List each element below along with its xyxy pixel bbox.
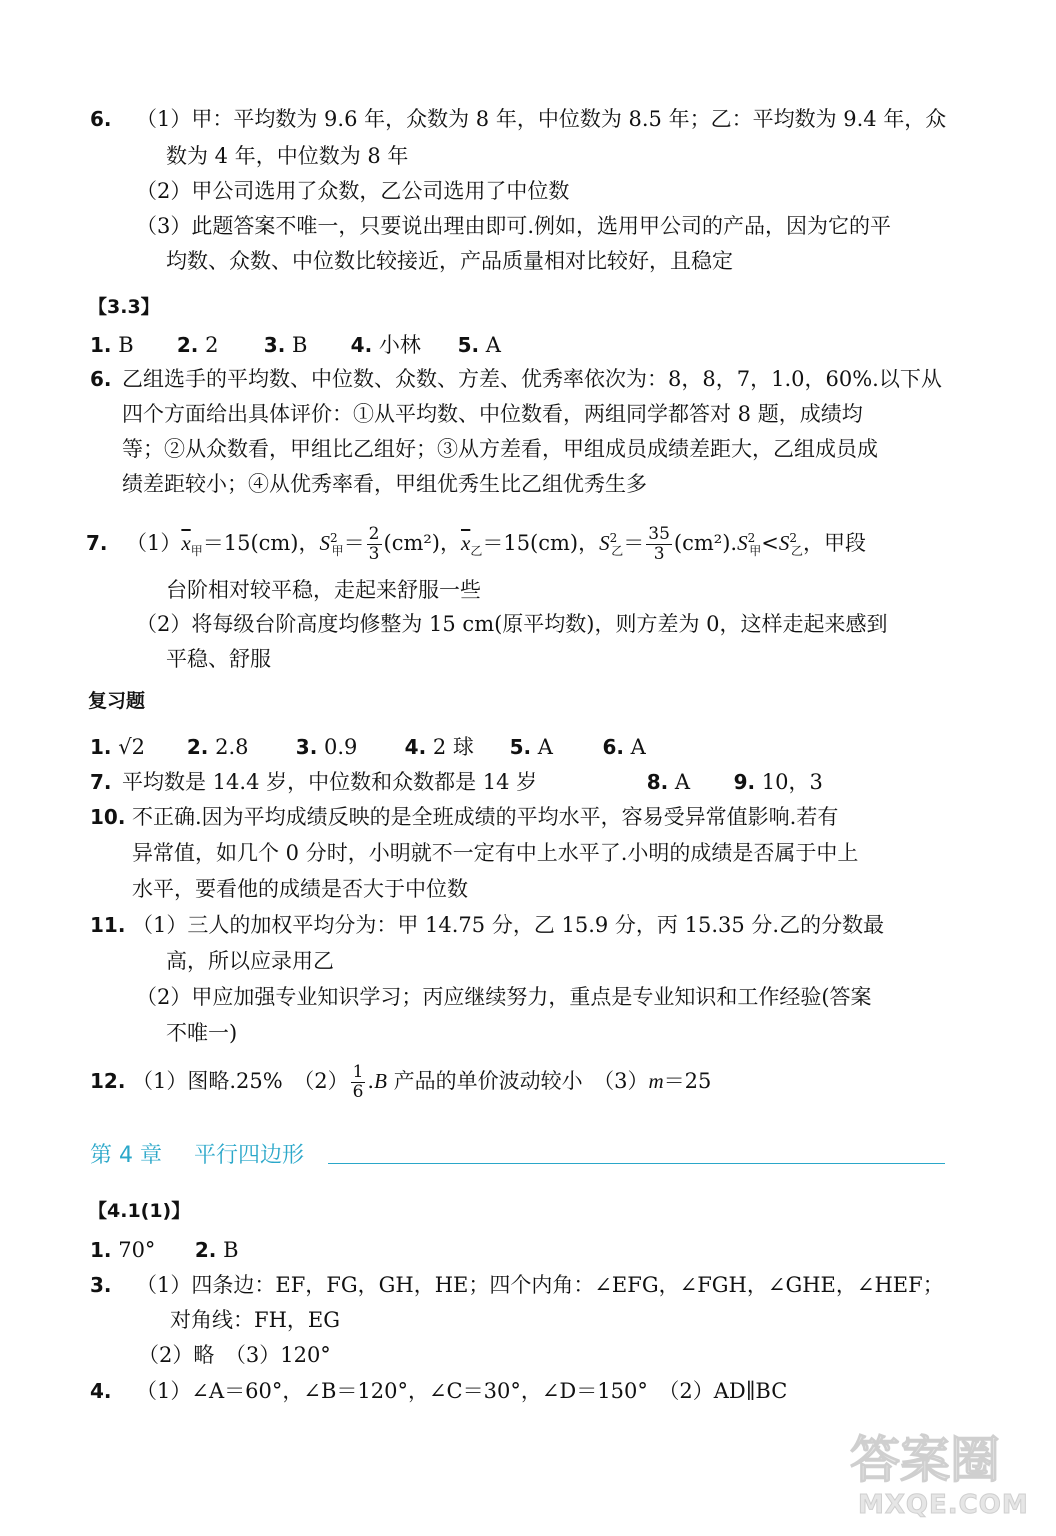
answer-text: 产品的单价波动较小 （3）: [386, 1069, 649, 1093]
answer-text: （1）四条边：EF，FG，GH，HE；四个内角：∠EFG，∠FGH，∠GHE，∠HEF；: [136, 1273, 944, 1297]
review-answer-12: [90, 1056, 711, 1106]
formula-text: ，甲段: [803, 531, 866, 555]
answer-value: B: [118, 333, 134, 357]
variable-b: B: [374, 1069, 387, 1093]
watermark-logo-text: 答案圈: [850, 1431, 1000, 1489]
answer-text: 高，所以应录用乙: [166, 949, 334, 973]
answer-4-1-4: [90, 1376, 787, 1406]
x-bar-symbol: $\overline{x}$: [460, 531, 471, 555]
answer-text: 异常值，如几个 0 分时，小明就不一定有中上水平了.小明的成绩是否属于中上: [132, 841, 859, 865]
answer-6-part2: [136, 176, 569, 206]
item-number: 3.: [263, 333, 286, 357]
answer-4-1-3-line1: [90, 1270, 944, 1300]
answer-7-part2-line2: [166, 644, 271, 674]
answer-text: ＝25: [663, 1069, 712, 1093]
review-answers-1-to-6: [90, 732, 646, 762]
item-number: 6.: [602, 735, 624, 759]
numerator: 2: [368, 524, 380, 544]
answer-text: 平稳、舒服: [166, 647, 271, 671]
answer-text: 均数、众数、中位数比较接近，产品质量相对比较好，且稳定: [166, 249, 733, 273]
numerator: 35: [648, 524, 670, 544]
item-number: 2.: [194, 1238, 217, 1262]
subscript: 甲: [331, 544, 344, 559]
formula-text: <: [761, 531, 779, 555]
item-number: 2.: [176, 333, 199, 357]
item-number: 1.: [90, 333, 112, 357]
answer-6-part1-line2: [166, 141, 408, 171]
answers-1-to-5: [90, 330, 501, 360]
numerator: 1: [352, 1062, 364, 1082]
review-heading: 复习题: [88, 690, 146, 712]
answer-value: √2: [118, 735, 145, 759]
answer-value: B: [223, 1238, 239, 1262]
subscript: 甲: [190, 544, 203, 559]
answer-6-line1: [90, 364, 942, 394]
review-answer-10-line2: [132, 838, 858, 868]
item-number: 4.: [350, 333, 373, 357]
answer-value: 0.9: [323, 735, 358, 759]
answer-7-part1-line1: [86, 512, 866, 577]
formula-text: (cm²).: [673, 531, 738, 555]
superscript: 2: [789, 531, 797, 545]
item-number: 1.: [90, 735, 112, 759]
answer-6-line4: [122, 469, 647, 499]
fraction-2-3: [367, 525, 382, 564]
answer-text: （2）将每级台阶高度均修整为 15 cm(原平均数)，则方差为 0，这样走起来感到: [136, 612, 888, 636]
item-number: 6.: [90, 367, 112, 391]
answer-6-line2: [122, 399, 863, 429]
answer-text: （1）图略.25% （2）: [132, 1069, 349, 1093]
answer-text: （2）甲应加强专业知识学习；丙应继续努力，重点是专业知识和工作经验(答案: [136, 985, 872, 1009]
item-number: 6.: [90, 107, 112, 131]
answer-6-part1-line1: [90, 104, 946, 134]
item-number: 9.: [733, 770, 756, 794]
formula-text: ＝: [623, 531, 645, 555]
item-number: 4.: [404, 735, 427, 759]
answer-text: 不正确.因为平均成绩反映的是全班成绩的平均水平，容易受异常值影响.若有: [132, 805, 839, 829]
superscript: 2: [330, 531, 338, 545]
subscript: 乙: [470, 544, 483, 559]
chapter-heading: [90, 1138, 945, 1170]
section-heading-4-1-1: 【4.1(1)】: [88, 1200, 191, 1222]
answer-value: 2 球: [432, 735, 474, 759]
answer-value: A: [537, 735, 553, 759]
review-answer-11-part1-line2: [166, 946, 334, 976]
item-number: 12.: [90, 1069, 126, 1093]
answer-text: .: [367, 1069, 375, 1093]
answer-value: 10，3: [761, 770, 823, 794]
answers-4-1-1-and-2: [90, 1235, 239, 1265]
variance-symbol: S: [737, 531, 748, 555]
answer-text: （1）三人的加权平均分为：甲 14.75 分，乙 15.9 分，丙 15.35 分.乙的分数最: [132, 913, 885, 937]
answer-text: （2）略 （3）120°: [138, 1343, 331, 1367]
review-answer-11-part2-line1: [136, 982, 872, 1012]
answer-6-part3-line1: [136, 211, 891, 241]
formula-text: ＝15(cm)，: [202, 531, 320, 555]
review-answer-10-line1: [90, 802, 838, 832]
answer-value: B: [291, 333, 308, 357]
answer-text: （2）甲公司选用了众数，乙公司选用了中位数: [136, 179, 570, 203]
answer-value: 平均数是 14.4 岁，中位数和众数都是 14 岁: [122, 770, 538, 794]
review-answer-11-part1-line1: [90, 910, 884, 940]
answer-value: 70°: [118, 1238, 156, 1262]
formula-text: (cm²)，: [383, 531, 461, 555]
watermark-url: MXQE.COM: [858, 1490, 1029, 1520]
item-number: 1.: [90, 1238, 112, 1262]
answer-text: 乙组选手的平均数、中位数、众数、方差、优秀率依次为：8，8，7，1.0，60%.以下从: [122, 367, 942, 391]
answer-text: 水平，要看他的成绩是否大于中位数: [132, 877, 468, 901]
answer-value: 2.8: [215, 735, 249, 759]
variance-symbol: S: [319, 531, 331, 555]
item-number: 2.: [186, 735, 209, 759]
review-answer-10-line3: [132, 874, 468, 904]
answer-text: 台阶相对较平稳，走起来舒服一些: [166, 578, 481, 602]
variance-symbol: S: [778, 531, 790, 555]
item-number: 5.: [509, 735, 532, 759]
formula-text: ＝15(cm)，: [482, 531, 600, 555]
x-bar-symbol: $\overline{x}$: [181, 531, 191, 555]
superscript: 2: [747, 531, 756, 545]
denominator: 3: [653, 544, 665, 564]
chapter-rule: [328, 1163, 945, 1164]
denominator: 3: [368, 544, 380, 564]
answer-text: 对角线：FH，EG: [170, 1308, 340, 1332]
part-label: （1）: [126, 531, 182, 555]
answer-value: A: [674, 770, 691, 794]
item-number: 4.: [90, 1379, 112, 1403]
answer-value: 小林: [378, 333, 421, 357]
item-number: 11.: [90, 913, 126, 937]
answer-text: 不唯一): [166, 1021, 238, 1045]
answer-text: 绩差距较小；④从优秀率看，甲组优秀生比乙组优秀生多: [122, 472, 647, 496]
answer-text: （1）甲：平均数为 9.6 年，众数为 8 年，中位数为 8.5 年；乙：平均数为 9.4 年，众: [136, 107, 947, 131]
chapter-title: 平行四边形: [193, 1143, 304, 1168]
item-number: 5.: [457, 333, 480, 357]
item-number: 7.: [90, 770, 112, 794]
subscript: 乙: [611, 544, 624, 559]
fraction-35-3: [646, 525, 672, 564]
item-number: 3.: [90, 1273, 112, 1297]
review-answers-7-to-9: [90, 767, 823, 797]
review-answer-11-part2-line2: [166, 1018, 237, 1048]
answer-text: （3）此题答案不唯一，只要说出理由即可.例如，选用甲公司的产品，因为它的平: [136, 214, 892, 238]
variance-symbol: S: [599, 531, 610, 555]
answer-text: 等；②从众数看，甲组比乙组好；③从方差看，甲组成员成绩差距大，乙组成员成: [122, 437, 878, 461]
answer-6-line3: [122, 434, 878, 464]
item-number: 10.: [90, 805, 126, 829]
answer-text: 数为 4 年，中位数为 8 年: [166, 144, 409, 168]
superscript: 2: [609, 531, 618, 545]
formula-text: ＝: [343, 531, 365, 555]
answer-7-part2-line1: [136, 609, 888, 639]
subscript: 乙: [790, 544, 803, 559]
denominator: 6: [352, 1082, 364, 1102]
answer-text: （1）∠A＝60°，∠B＝120°，∠C＝30°，∠D＝150° （2）AD∥BC: [136, 1379, 788, 1403]
answer-4-1-3-line3: [138, 1340, 331, 1370]
item-number: 8.: [646, 770, 669, 794]
subscript: 甲: [749, 544, 762, 559]
answer-text: 四个方面给出具体评价：①从平均数、中位数看，两组同学都答对 8 题，成绩均: [122, 402, 863, 426]
answer-4-1-3-line2: [170, 1305, 340, 1335]
variable-m: m: [648, 1069, 664, 1093]
answer-value: 2: [205, 333, 219, 357]
answer-7-part1-line2: [166, 575, 481, 605]
item-number: 3.: [295, 735, 318, 759]
section-heading-3-3: 【3.3】: [88, 296, 160, 318]
answer-value: A: [630, 735, 646, 759]
chapter-number: 第 4 章: [90, 1143, 162, 1168]
site-watermark: [840, 1420, 1040, 1530]
fraction-1-6: [351, 1063, 366, 1102]
answer-6-part3-line2: [166, 246, 733, 276]
answer-value: A: [485, 333, 501, 357]
item-number: 7.: [86, 531, 108, 555]
